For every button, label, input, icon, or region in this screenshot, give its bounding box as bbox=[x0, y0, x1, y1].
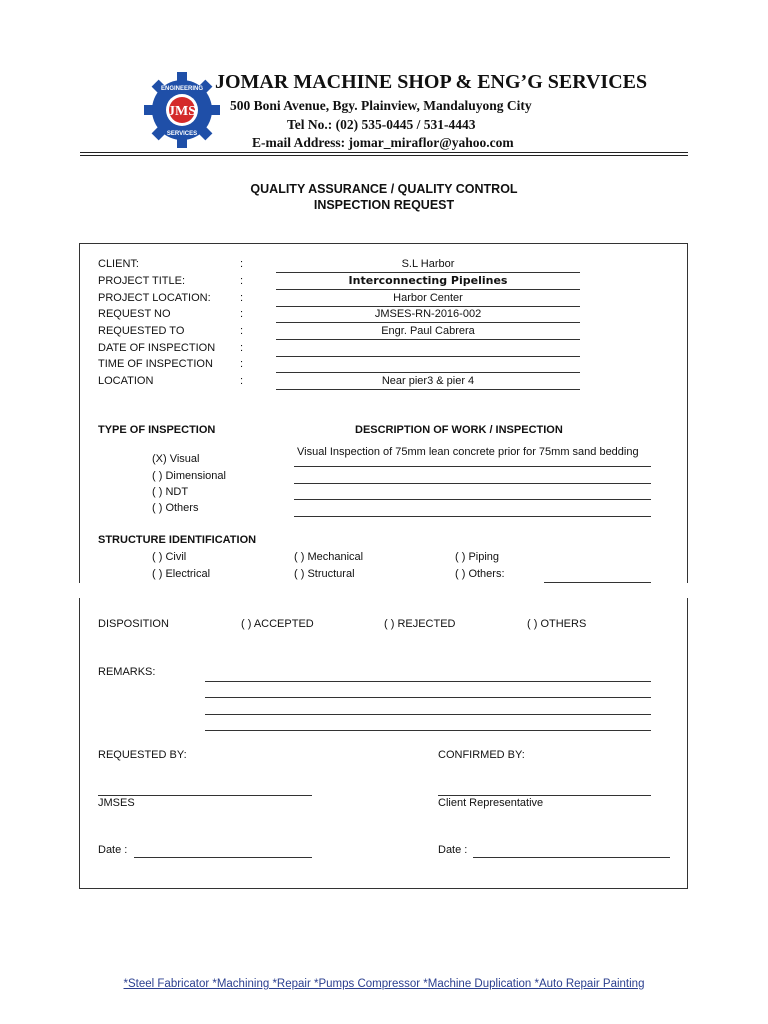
structure-mechanical[interactable]: ( ) Mechanical bbox=[294, 551, 364, 563]
structure-identification-heading: STRUCTURE IDENTIFICATION bbox=[98, 534, 257, 546]
requester-organization: JMSES bbox=[98, 797, 135, 809]
remarks-label: REMARKS: bbox=[98, 666, 156, 678]
field-label-project-location: PROJECT LOCATION: bbox=[98, 292, 211, 304]
field-line-date-of-inspection bbox=[276, 356, 580, 357]
confirmed-by-label: CONFIRMED BY: bbox=[438, 749, 525, 761]
description-line-2 bbox=[294, 483, 651, 484]
remarks-line-1 bbox=[205, 681, 651, 682]
company-address: 500 Boni Avenue, Bgy. Plainview, Mandaluyong City bbox=[230, 98, 532, 113]
field-colon: : bbox=[240, 325, 244, 337]
logo-ring-top-text: ENGINEERING bbox=[160, 86, 204, 92]
form-subtitle: INSPECTION REQUEST bbox=[313, 198, 455, 212]
services-footer: *Steel Fabricator *Machining *Repair *Pumps Compressor *Machine Duplication *Auto Repair Painting bbox=[123, 978, 645, 990]
confirmed-by-signature-line bbox=[438, 795, 651, 796]
field-colon: : bbox=[240, 275, 244, 287]
description-line-4 bbox=[294, 516, 651, 517]
form-title: QUALITY ASSURANCE / QUALITY CONTROL bbox=[250, 182, 518, 196]
structure-piping[interactable]: ( ) Piping bbox=[455, 551, 500, 563]
field-label-time-of-inspection: TIME OF INSPECTION bbox=[98, 358, 213, 370]
structure-others[interactable]: ( ) Others: bbox=[455, 568, 505, 580]
field-line-project-location bbox=[276, 306, 580, 307]
disposition-accepted[interactable]: ( ) ACCEPTED bbox=[241, 618, 314, 630]
field-label-project-title: PROJECT TITLE: bbox=[98, 275, 186, 287]
field-label-requested-to: REQUESTED TO bbox=[98, 325, 185, 337]
confirmer-role: Client Representative bbox=[438, 797, 544, 809]
field-line-time-of-inspection bbox=[276, 372, 580, 373]
inspection-type-ndt[interactable]: ( ) NDT bbox=[152, 486, 189, 498]
field-value-project-location[interactable]: Harbor Center bbox=[393, 292, 463, 304]
type-of-inspection-heading: TYPE OF INSPECTION bbox=[98, 424, 216, 436]
field-colon: : bbox=[240, 258, 244, 270]
field-line-project-title bbox=[276, 289, 580, 290]
company-name: JOMAR MACHINE SHOP & ENG’G SERVICES bbox=[215, 71, 648, 93]
inspection-type-others[interactable]: ( ) Others bbox=[152, 502, 199, 514]
field-colon: : bbox=[240, 308, 244, 320]
field-value-location[interactable]: Near pier3 & pier 4 bbox=[381, 375, 475, 387]
disposition-others[interactable]: ( ) OTHERS bbox=[527, 618, 587, 630]
field-label-request-no: REQUEST NO bbox=[98, 308, 171, 320]
field-label-date-of-inspection: DATE OF INSPECTION bbox=[98, 342, 216, 354]
logo-monogram: JMS bbox=[168, 104, 196, 119]
field-colon: : bbox=[240, 292, 244, 304]
field-label-location: LOCATION bbox=[98, 375, 154, 387]
requester-date-line[interactable] bbox=[134, 857, 312, 858]
remarks-line-3 bbox=[205, 714, 651, 715]
field-value-client[interactable]: S.L Harbor bbox=[401, 258, 455, 270]
field-value-requested-to[interactable]: Engr. Paul Cabrera bbox=[381, 325, 475, 337]
inspection-type-visual[interactable]: (X) Visual bbox=[152, 453, 200, 465]
structure-civil[interactable]: ( ) Civil bbox=[152, 551, 187, 563]
confirmer-date-line[interactable] bbox=[473, 857, 670, 858]
work-description[interactable]: Visual Inspection of 75mm lean concrete prior for 75mm sand bedding bbox=[297, 446, 639, 458]
structure-structural[interactable]: ( ) Structural bbox=[294, 568, 355, 580]
company-email: E-mail Address: jomar_miraflor@yahoo.com bbox=[252, 135, 514, 150]
disposition-label: DISPOSITION bbox=[98, 618, 169, 630]
description-heading: DESCRIPTION OF WORK / INSPECTION bbox=[355, 424, 563, 436]
field-line-request-no bbox=[276, 322, 580, 323]
description-line-3 bbox=[294, 499, 651, 500]
description-line-1 bbox=[294, 466, 651, 467]
structure-electrical[interactable]: ( ) Electrical bbox=[152, 568, 211, 580]
logo-ring-bottom-text: SERVICES bbox=[166, 131, 198, 137]
header-divider-top bbox=[80, 152, 688, 153]
company-logo bbox=[144, 72, 220, 148]
inspection-type-dimensional[interactable]: ( ) Dimensional bbox=[152, 470, 226, 482]
structure-others-line bbox=[544, 582, 651, 583]
header-divider-bottom bbox=[80, 155, 688, 156]
remarks-line-2 bbox=[205, 697, 651, 698]
requester-date-label: Date : bbox=[98, 844, 128, 856]
remarks-line-4 bbox=[205, 730, 651, 731]
form-box-lower bbox=[79, 598, 688, 889]
field-value-project-title[interactable]: Interconnecting Pipelines bbox=[348, 274, 508, 287]
field-colon: : bbox=[240, 375, 244, 387]
requested-by-label: REQUESTED BY: bbox=[98, 749, 187, 761]
field-value-request-no[interactable]: JMSES-RN-2016-002 bbox=[374, 308, 482, 320]
field-line-requested-to bbox=[276, 339, 580, 340]
company-telephone: Tel No.: (02) 535-0445 / 531-4443 bbox=[287, 117, 476, 132]
confirmer-date-label: Date : bbox=[438, 844, 468, 856]
field-label-client: CLIENT: bbox=[98, 258, 139, 270]
field-line-client bbox=[276, 272, 580, 273]
disposition-rejected[interactable]: ( ) REJECTED bbox=[384, 618, 456, 630]
field-colon: : bbox=[240, 358, 244, 370]
requested-by-signature-line bbox=[98, 795, 312, 796]
field-line-location bbox=[276, 389, 580, 390]
field-colon: : bbox=[240, 342, 244, 354]
